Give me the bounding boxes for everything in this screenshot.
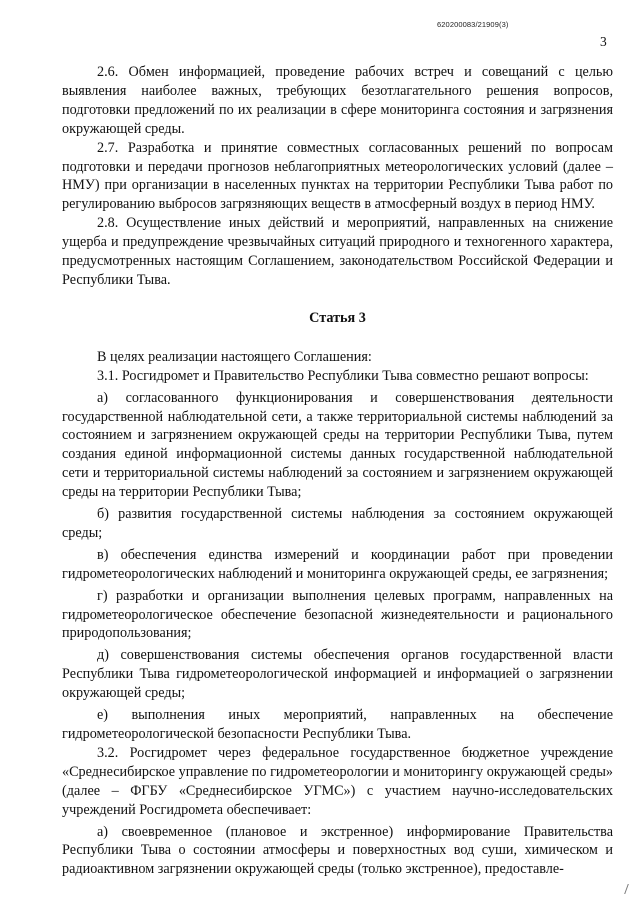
document-body [62,63,613,879]
list-item-e: е) выполнения иных мероприятий, направленных на обеспечение гидрометеорологической безопасности Республики Тыва. [62,707,613,742]
list-item-3-2-a: а) своевременное (плановое и экстренное) информирование Правительства Республики Тыва о состоянии атмосферы и поверхностных вод суши, химическом и радиоактивном загрязнении окружающей среды (только экстренное), предоставле- [62,823,613,878]
list-item-b: б) развития государственной системы наблюдения за состоянием окружающей среды; [62,506,613,541]
paragraph-2-8: 2.8. Осуществление иных действий и мероприятий, направленных на снижение ущерба и предупреждение чрезвычайных ситуаций природного и техногенного характера, предусмотренных настоящим Соглашением, законодательством Российской Федерации и Республики Тыва. [62,215,613,288]
paragraph-3-1: 3.1. Росгидромет и Правительство Республики Тыва совместно решают вопросы: [97,367,589,384]
list-item-d: д) совершенствования системы обеспечения органов государственной власти Республики Тыва гидрометеорологической информацией и информацией о загрязнении окружающей среды; [62,647,613,702]
paragraph-2-6: 2.6. Обмен информацией, проведение рабочих встреч и совещаний с целью выявления наиболее важных, требующих безотлагательного решения вопросов, подготовки предложений по их реализации в сфере мониторинга состояния и загрязнения окружающей среды. [62,64,613,137]
paragraph-2-7: 2.7. Разработка и принятие совместных согласованных решений по вопросам подготовки и передачи прогнозов неблагоприятных метеорологических условий (далее – НМУ) при организации в населенных пунктах на территории Республики Тыва работ по регулированию выбросов загрязняющих веществ в атмосферный воздух в период НМУ. [62,139,613,213]
scan-mark [624,884,633,894]
list-item-a: а) согласованного функционирования и совершенствования деятельности государственной наблюдательной сети, а также территориальной системы наблюдений за состоянием и загрязнением окружающей среды на территории Республики Тыва, путем создания единой информационной системы данных государственной наблюдательной сети и территориальной системы наблюдений за состоянием и загрязнением окружающей среды на территории Республики Тыва; [62,389,613,501]
paragraph-intro: В целях реализации настоящего Соглашения: [97,348,372,365]
document-number: 620200083/21909(3) [437,20,509,29]
paragraph-3-2: 3.2. Росгидромет через федеральное государственное бюджетное учреждение «Среднесибирское управление по гидрометеорологии и мониторингу окружающей среды» (далее – ФГБУ «Среднесибирское УГМС») с участием научно-исследовательских учреждений Росгидромета обеспечивает: [62,744,613,818]
page-number: 3 [600,34,607,49]
list-item-v: в) обеспечения единства измерений и координации работ при проведении гидрометеорологических наблюдений и мониторинга окружающей среды, ее загрязнения; [62,546,613,582]
article-heading: Статья 3 [309,309,366,326]
list-item-g: г) разработки и организации выполнения целевых программ, направленных на гидрометеорологическое обеспечение безопасной жизнедеятельности и рационального природопользования; [62,587,613,642]
